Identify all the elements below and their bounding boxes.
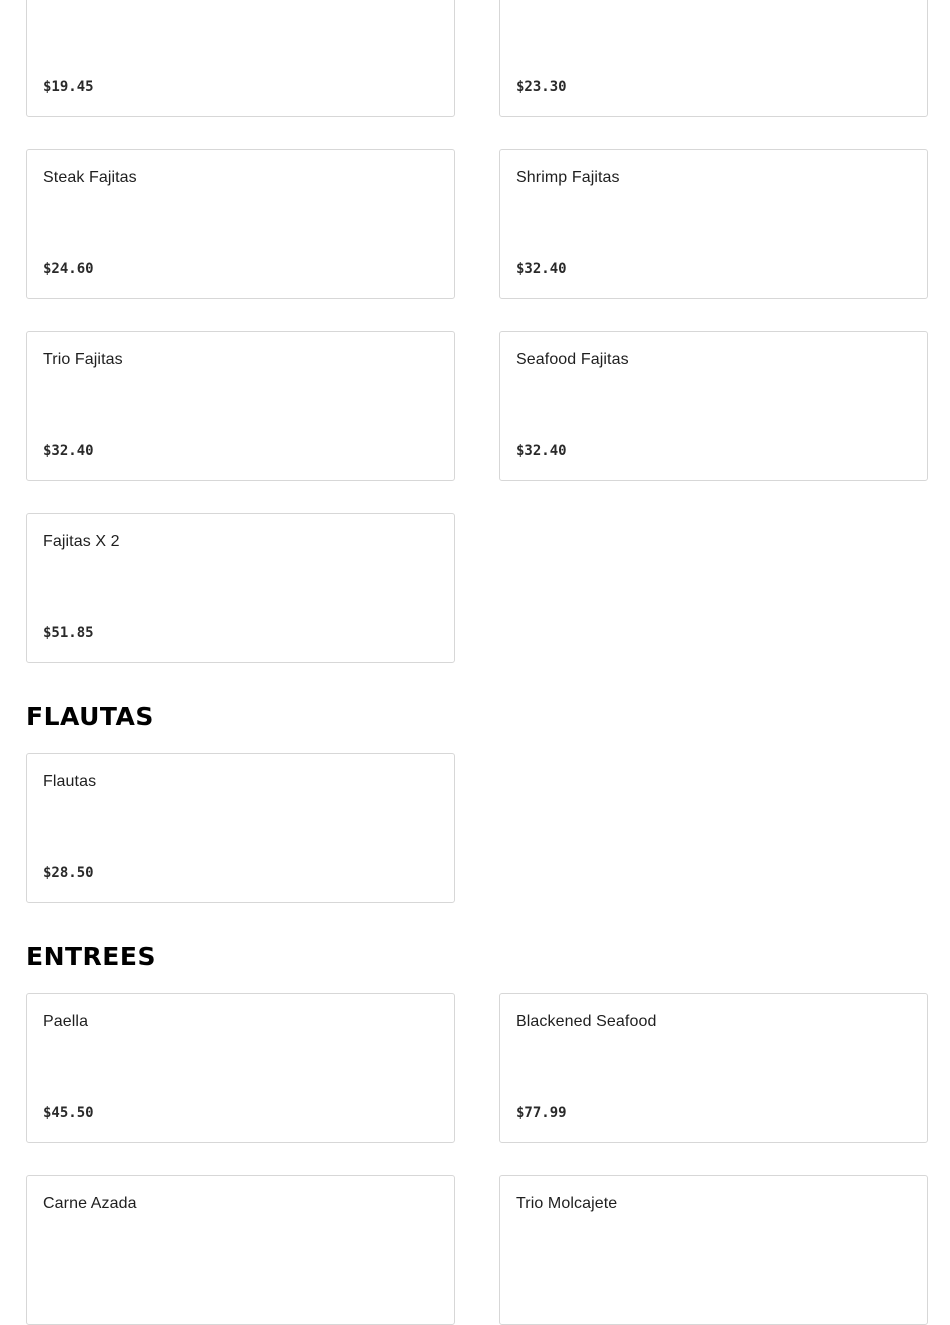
menu-item-card[interactable]	[26, 993, 455, 1143]
menu-item-name: Trio Fajitas	[43, 351, 123, 368]
menu-item-price: $24.60	[43, 261, 94, 277]
section-title: ENTREES	[26, 942, 156, 971]
menu-grid	[26, 0, 928, 663]
menu-item-price: $32.40	[516, 443, 567, 459]
section-title: FLAUTAS	[26, 702, 154, 731]
menu-item-price: $51.85	[43, 625, 94, 641]
menu-item-price: $32.40	[516, 261, 567, 277]
menu-item-price: $32.40	[43, 443, 94, 459]
menu-item-name: Carne Azada	[43, 1195, 137, 1212]
menu-item-card[interactable]	[499, 1175, 928, 1325]
menu-item-name: Seafood Fajitas	[516, 351, 629, 368]
menu-grid	[26, 993, 928, 1325]
menu-item-name: Steak Fajitas	[43, 169, 137, 186]
section-entrees	[26, 941, 928, 1325]
menu-item-card[interactable]	[26, 331, 455, 481]
menu-item-name: Blackened Seafood	[516, 1013, 657, 1030]
menu-item-price: $19.45	[43, 79, 94, 95]
menu-page	[26, 0, 928, 1325]
menu-item-card[interactable]	[499, 0, 928, 117]
menu-item-card[interactable]	[26, 753, 455, 903]
menu-item-price: $77.99	[516, 1105, 567, 1121]
menu-item-card[interactable]	[26, 149, 455, 299]
menu-item-price: $23.30	[516, 79, 567, 95]
menu-item-card[interactable]	[499, 993, 928, 1143]
menu-item-name: Fajitas X 2	[43, 533, 120, 550]
menu-item-name: Trio Molcajete	[516, 1195, 618, 1212]
menu-item-name: Flautas	[43, 773, 97, 790]
menu-item-card[interactable]	[26, 513, 455, 663]
menu-item-card[interactable]	[26, 1175, 455, 1325]
menu-item-card[interactable]	[499, 149, 928, 299]
menu-item-price: $28.50	[43, 865, 94, 881]
menu-grid	[26, 753, 928, 903]
menu-item-name: Paella	[43, 1013, 89, 1030]
section-fajitas	[26, 0, 928, 663]
section-flautas	[26, 701, 928, 903]
menu-item-name: Shrimp Fajitas	[516, 169, 620, 186]
menu-item-card[interactable]	[499, 331, 928, 481]
menu-item-card[interactable]	[26, 0, 455, 117]
menu-item-price: $45.50	[43, 1105, 94, 1121]
